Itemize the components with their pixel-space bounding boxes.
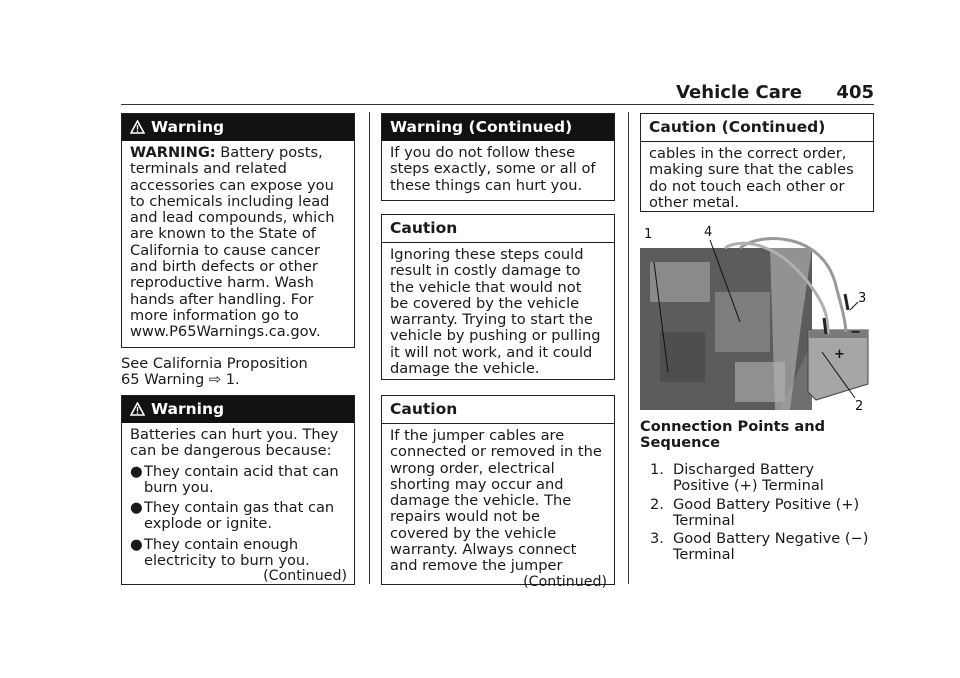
caution-header: Caution (Continued) [641, 114, 873, 142]
caution-line: connected or removed in the [390, 443, 602, 461]
caution-line: and remove the jumper [390, 557, 563, 575]
callout-2: 2 [855, 399, 864, 412]
page-number: 405 [836, 82, 874, 103]
caution-line: other metal. [649, 193, 740, 211]
column-divider-2 [628, 112, 629, 584]
warning-icon [130, 398, 145, 425]
prop65-paragraph [121, 356, 355, 389]
caution-line: damage the vehicle. The [390, 492, 572, 510]
warning-line: can be dangerous because: [130, 442, 332, 460]
warning-line: these things can hurt you. [390, 176, 583, 194]
caution-line: do not touch each other or [649, 177, 845, 195]
warning-line: If you do not follow these [390, 144, 576, 161]
warning-line: California to cause cancer [130, 241, 320, 259]
bullet-line: burn you. [144, 478, 214, 496]
caution-body [641, 142, 873, 211]
caution-line: the vehicle that would not [390, 278, 582, 296]
list-line: Positive (+) Terminal [673, 477, 824, 495]
list-line: Good Battery Positive (+) [673, 495, 860, 513]
warning-line: hands after handling. For [130, 290, 314, 308]
caption-line: Sequence [640, 434, 721, 452]
warning-line: www.P65Warnings.ca.gov. [130, 323, 321, 341]
list-number: 1. [650, 461, 664, 478]
warning-body [122, 141, 354, 341]
caution-line: vehicle by pushing or pulling [390, 327, 601, 345]
bullet-item [130, 500, 347, 533]
caution-line: cables in the correct order, [649, 145, 847, 162]
page-header [121, 82, 874, 104]
warning-icon [130, 116, 145, 143]
warning-line: to chemicals including lead [130, 192, 330, 210]
jump-start-illustration [640, 222, 873, 412]
caution-line: warranty. Always connect [390, 541, 577, 559]
continued-label: (Continued) [263, 568, 347, 585]
caution-body [382, 243, 614, 377]
bullet-item [130, 464, 347, 497]
bullet-line: They contain gas that can [144, 499, 335, 517]
list-line: Discharged Battery [673, 461, 815, 478]
callout-1: 1 [644, 227, 653, 242]
section-title: Vehicle Care [676, 82, 802, 103]
figure-caption [640, 419, 870, 452]
warning-body [122, 423, 354, 584]
warning-line: accessories can expose you [130, 176, 334, 194]
warning-header [122, 396, 354, 423]
para-line: See California Proposition [121, 355, 308, 372]
caution-line: warranty. Trying to start the [390, 311, 593, 329]
warning-line: and birth defects or other [130, 258, 318, 276]
warning-line: Battery posts, [215, 144, 323, 161]
caution-header: Caution [382, 396, 614, 424]
warning-box-battery [121, 395, 355, 585]
caution-line: covered by the vehicle [390, 524, 557, 542]
caution-line: it will not work, and it could [390, 343, 593, 361]
list-item [650, 531, 880, 564]
warning-header: Warning (Continued) [382, 114, 614, 141]
caution-line: repairs would not be [390, 508, 541, 526]
list-item [650, 462, 880, 495]
bullet-item [130, 537, 347, 570]
callout-3: 3 [858, 291, 867, 306]
caution-line: If the jumper cables are [390, 427, 565, 444]
list-line: Terminal [673, 511, 735, 529]
callout-4: 4 [704, 225, 713, 240]
caution-line: wrong order, electrical [390, 459, 555, 477]
warning-line: and lead compounds, which [130, 209, 335, 227]
caution-line: result in costly damage to [390, 262, 581, 280]
warning-line: are known to the State of [130, 225, 316, 243]
list-item [650, 497, 880, 530]
warning-line: Batteries can hurt you. They [130, 426, 339, 443]
battery-plus-sign: + [834, 347, 845, 362]
warning-line: reproductive harm. Wash [130, 274, 314, 292]
continued-label: (Continued) [523, 573, 607, 590]
caution-line: Ignoring these steps could [390, 246, 584, 263]
warning-line: terminals and related [130, 160, 287, 178]
bullet-icon: ● [130, 462, 143, 480]
bullet-icon: ● [130, 535, 143, 553]
warning-continued-box [381, 113, 615, 201]
warning-lead: WARNING: [130, 144, 216, 161]
list-number: 2. [650, 495, 664, 513]
bullet-icon: ● [130, 499, 143, 517]
list-line: Terminal [673, 546, 735, 564]
bullet-line: explode or ignite. [144, 515, 273, 533]
warning-box-prop65 [121, 113, 355, 348]
warning-body [382, 141, 614, 194]
connection-sequence-list [650, 462, 880, 566]
warning-title: Warning [151, 118, 225, 136]
warning-header [122, 114, 354, 141]
warning-title: Warning [151, 400, 225, 418]
caution-box-order [381, 395, 615, 590]
warning-line: more information go to [130, 306, 299, 324]
caution-line: damage the vehicle. [390, 360, 540, 378]
caution-box-damage [381, 214, 615, 380]
bullet-line: They contain enough [144, 535, 299, 553]
list-number: 3. [650, 530, 664, 548]
caution-line: be covered by the vehicle [390, 294, 580, 312]
list-line: Good Battery Negative (−) [673, 530, 869, 548]
donor-battery [808, 330, 868, 400]
caution-line: shorting may occur and [390, 475, 564, 493]
caution-header: Caution [382, 215, 614, 243]
bullet-line: electricity to burn you. [144, 552, 310, 570]
caution-continued-box [640, 113, 874, 212]
caution-line: making sure that the cables [649, 161, 854, 179]
column-divider-1 [369, 112, 370, 584]
header-rule [121, 104, 874, 105]
bullet-line: They contain acid that can [144, 462, 339, 480]
caution-body [382, 424, 614, 590]
warning-line: steps exactly, some or all of [390, 160, 596, 178]
caption-line: Connection Points and [640, 418, 826, 435]
battery-minus-sign: − [850, 325, 861, 340]
para-line-link[interactable]: 65 Warning ⇨ 1. [121, 371, 240, 389]
